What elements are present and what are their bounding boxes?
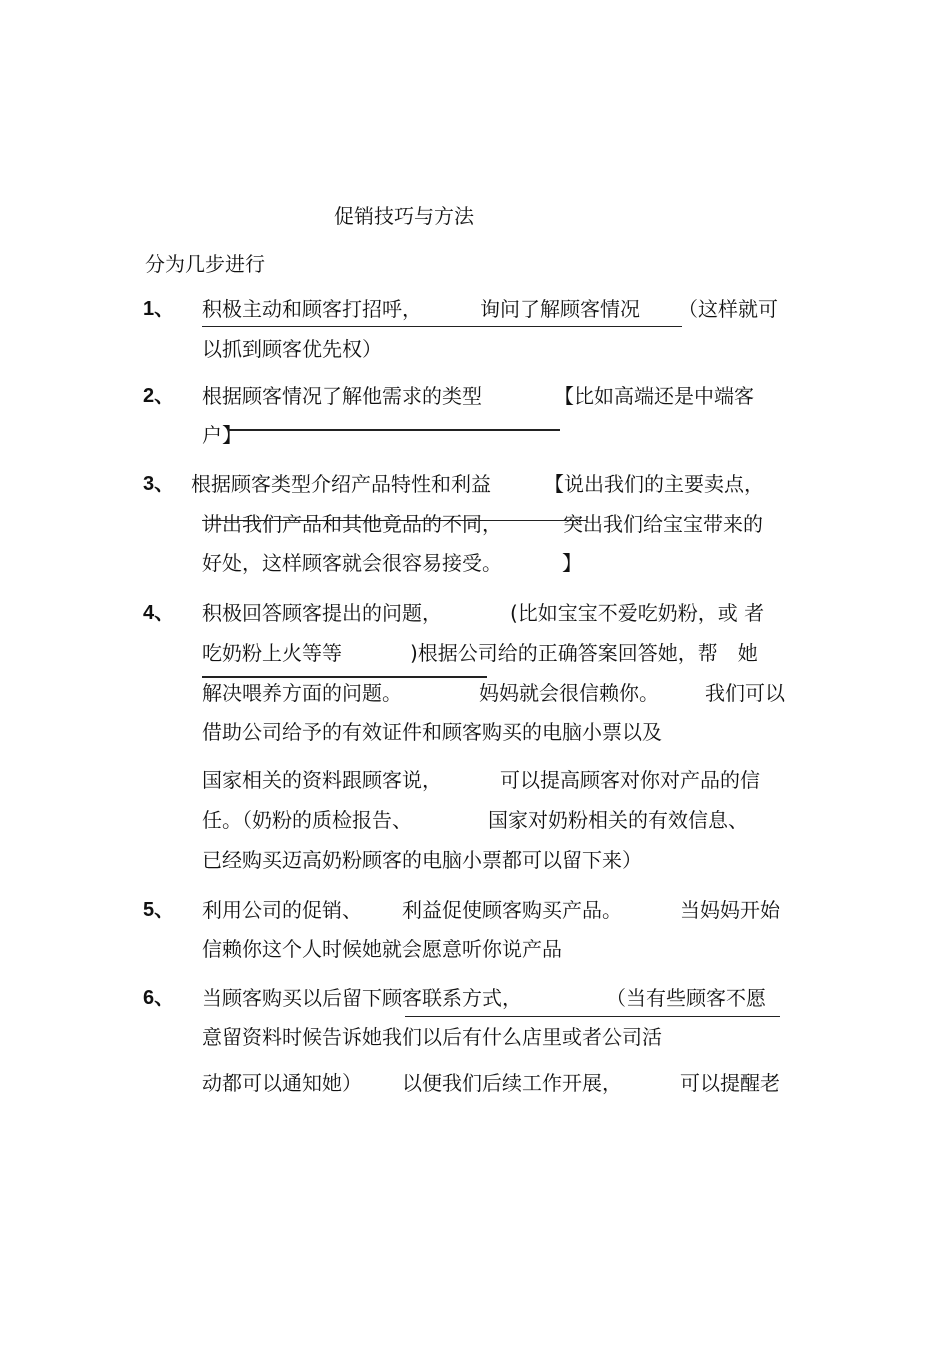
step-line: 讲出我们产品和其他竟品的不同， <box>202 512 502 536</box>
step-line: 以抓到顾客优先权） <box>202 337 382 361</box>
step-line: 以便我们后续工作开展， <box>402 1071 622 1095</box>
step-line: 动都可以通知她） <box>202 1071 362 1095</box>
step-line: 可以提醒老 <box>680 1071 780 1095</box>
step-line: （这样就可 <box>678 297 778 321</box>
underline <box>202 326 682 327</box>
step-line: 借助公司给予的有效证件和顾客购买的电脑小票以及 <box>202 720 662 744</box>
strike-line <box>202 520 587 521</box>
step-line: 国家相关的资料跟顾客说， <box>202 768 442 792</box>
step-line: 突出我们给宝宝带来的 <box>563 512 763 536</box>
step-line: 户】 <box>202 423 242 447</box>
step-line: 积极回答顾客提出的问题， <box>202 601 442 625</box>
step-line: 已经购买迈高奶粉顾客的电脑小票都可以留下来） <box>202 848 642 872</box>
step-number: 3、 <box>143 473 175 495</box>
step-line: 【比如高端还是中端客 <box>554 384 754 408</box>
step-line: 】 <box>562 551 582 575</box>
step-line: 【说出我们的主要卖点， <box>544 472 764 496</box>
step-line: 利益促使顾客购买产品。 <box>402 898 622 922</box>
step-line: 任。（奶粉的质检报告、 <box>202 808 412 832</box>
step-line: 意留资料时候告诉她我们以后有什么店里或者公司活 <box>202 1025 662 1049</box>
intro-text: 分为几步进行 <box>145 252 265 276</box>
step-line: 积极主动和顾客打招呼， <box>202 297 422 321</box>
step-line: (比如宝宝不爱吃奶粉，或 者 <box>510 601 765 625</box>
step-line: 可以提高顾客对你对产品的信 <box>500 768 760 792</box>
step-number: 2、 <box>143 385 175 407</box>
step-line: 当妈妈开始 <box>680 898 780 922</box>
step-line: 当顾客购买以后留下顾客联系方式， <box>202 986 522 1010</box>
step-line: 好处，这样顾客就会很容易接受。 <box>202 551 502 575</box>
step-number: 6、 <box>143 987 175 1009</box>
step-number: 1、 <box>143 298 175 320</box>
step-line: （当有些顾客不愿 <box>606 986 766 1010</box>
step-line: 根据顾客类型介绍产品特性和利益 <box>191 472 491 496</box>
underline <box>405 1016 780 1017</box>
underline <box>202 676 487 678</box>
step-line: 吃奶粉上火等等 <box>202 641 342 665</box>
step-line: 妈妈就会很信赖你。 <box>479 681 659 705</box>
step-line: )根据公司给的正确答案回答她，帮 她 <box>410 641 758 665</box>
step-number: 4、 <box>143 602 175 624</box>
step-number: 5、 <box>143 899 175 921</box>
step-line: 询问了解顾客情况 <box>480 297 640 321</box>
step-line: 国家对奶粉相关的有效信息、 <box>488 808 748 832</box>
page-title: 促销技巧与方法 <box>334 204 474 228</box>
step-line: 利用公司的促销、 <box>202 898 362 922</box>
step-line: 信赖你这个人时候她就会愿意听你说产品 <box>202 937 562 961</box>
step-line: 我们可以 <box>705 681 785 705</box>
underline <box>228 429 560 431</box>
step-line: 解决喂养方面的问题。 <box>202 681 402 705</box>
step-line: 根据顾客情况了解他需求的类型 <box>202 384 482 408</box>
